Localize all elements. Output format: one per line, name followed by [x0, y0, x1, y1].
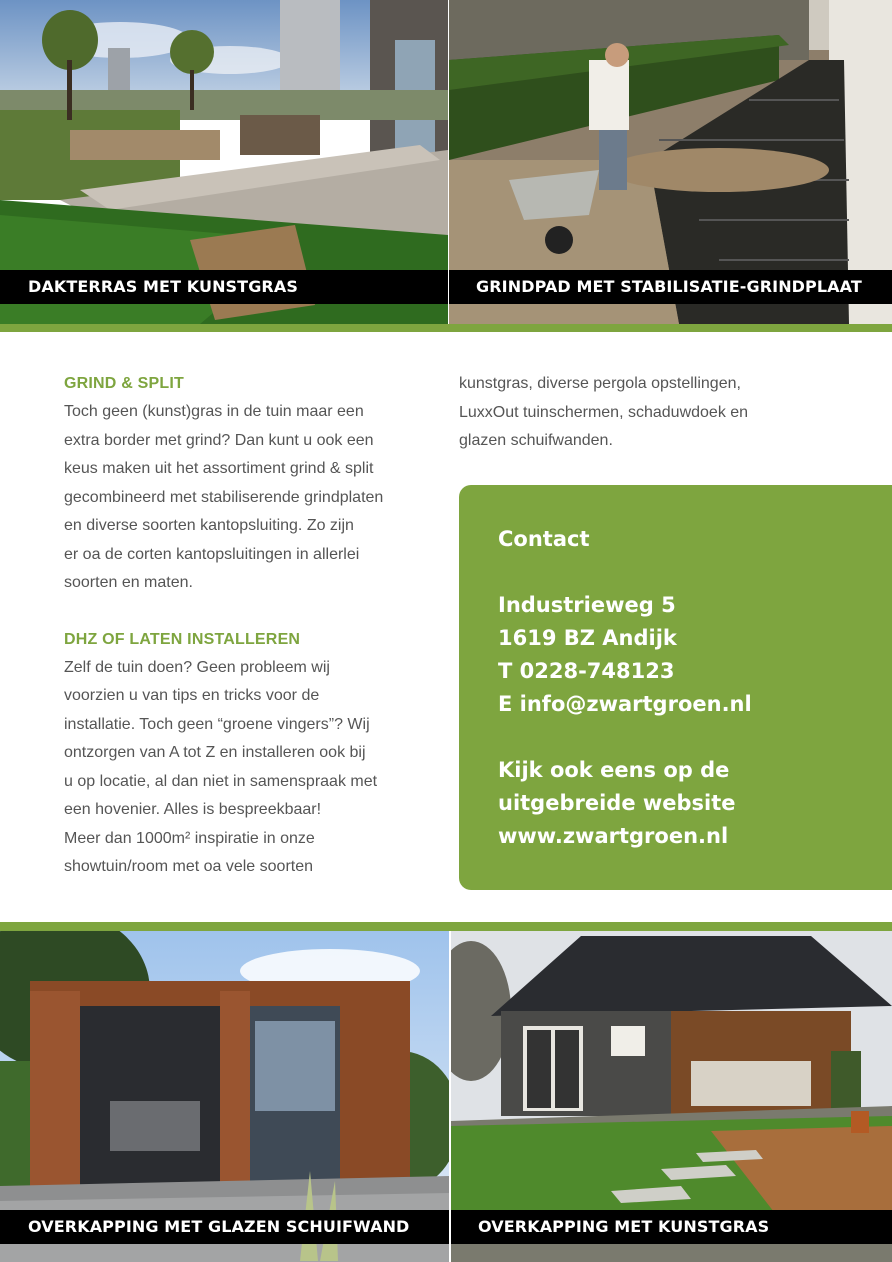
text-line: soorten en maten. — [64, 574, 193, 591]
text-line: Zelf de tuin doen? Geen probleem wij — [64, 658, 330, 676]
text-line: een hovenier. Alles is bespreekbaar! — [64, 801, 322, 818]
contact-title: Contact — [498, 527, 590, 551]
contact-city: 1619 BZ Andijk — [498, 626, 677, 650]
photo-caption: OVERKAPPING MET KUNSTGRAS — [451, 1210, 892, 1244]
photo-gravel-path — [449, 0, 892, 324]
text-line: installatie. Toch geen “groene vingers”? Wij — [64, 715, 370, 733]
photo-caption: DAKTERRAS MET KUNSTGRAS — [0, 270, 448, 304]
photo-canopy-artificial-grass — [451, 931, 892, 1262]
section-heading-grind: GRIND & SPLIT — [64, 375, 184, 392]
text-line: kunstgras, diverse pergola opstellingen, — [459, 375, 741, 392]
text-line: glazen schuifwanden. — [459, 432, 613, 449]
text-line: ontzorgen van A tot Z en installeren ook bij — [64, 744, 366, 761]
photo-glass-canopy — [0, 931, 449, 1262]
photo-caption: OVERKAPPING MET GLAZEN SCHUIFWAND — [0, 1210, 449, 1244]
text-line: LuxxOut tuinschermen, schaduwdoek en — [459, 403, 749, 421]
green-divider-bottom — [0, 922, 892, 931]
contact-cta-line: Kijk ook eens op de — [498, 758, 730, 782]
text-line: u op locatie, al dan niet in samenspraak met — [64, 772, 378, 790]
text-line: showtuin/room met oa vele soorten — [64, 858, 314, 875]
right-text-column — [459, 370, 879, 456]
contact-email[interactable]: E info@zwartgroen.nl — [498, 692, 752, 716]
contact-box — [459, 485, 892, 890]
contact-phone[interactable]: T 0228-748123 — [498, 659, 675, 683]
website-link[interactable]: www.zwartgroen.nl — [498, 824, 729, 848]
text-line: er oa de corten kantopsluitingen in allerlei — [64, 545, 360, 563]
photo-rooftop-terrace — [0, 0, 448, 324]
text-line: Meer dan 1000m² inspiratie in onze — [64, 829, 315, 847]
left-text-column — [64, 370, 444, 882]
green-divider-top — [0, 324, 892, 332]
contact-cta-line: uitgebreide website — [498, 791, 736, 815]
photo-caption: GRINDPAD MET STABILISATIE-GRINDPLAAT — [449, 270, 892, 304]
contact-street: Industrieweg 5 — [498, 593, 676, 617]
text-line: Toch geen (kunst)gras in de tuin maar een — [64, 403, 364, 420]
text-line: voorzien u van tips en tricks voor de — [64, 687, 320, 704]
text-line: keus maken uit het assortiment grind & split — [64, 460, 374, 477]
section-heading-dhz: DHZ OF LATEN INSTALLEREN — [64, 630, 301, 648]
text-line: gecombineerd met stabiliserende grindplaten — [64, 488, 384, 506]
text-line: extra border met grind? Dan kunt u ook een — [64, 431, 374, 449]
text-line: en diverse soorten kantopsluiting. Zo zijn — [64, 517, 354, 534]
